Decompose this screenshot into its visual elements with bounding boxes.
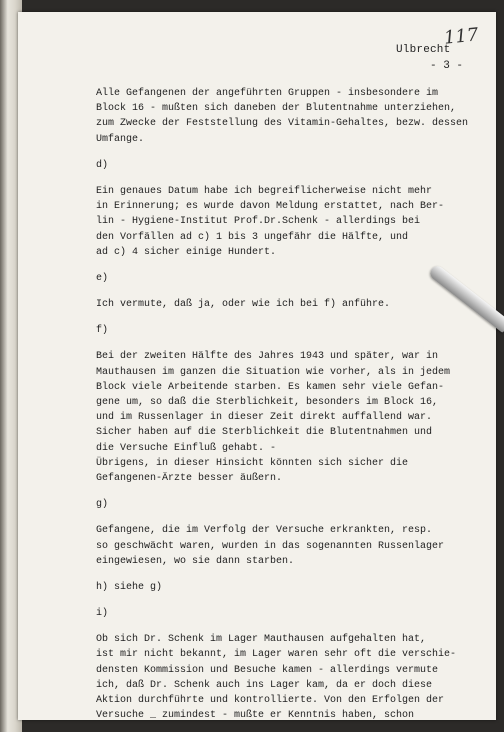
text-line: Ein genaues Datum habe ich begreiflicherweise nicht mehr — [96, 185, 433, 197]
folio-mark: 117 — [442, 24, 480, 49]
text-line: Ich vermute, daß ja, oder wie ich bei f) anführe. — [96, 299, 391, 311]
text-line: gene um, so daß die Sterblichkeit, besonders im Block 16, — [96, 397, 439, 408]
text-line: Block viele Arbeitende starben. Es kamen sehr viele Gefan- — [96, 381, 445, 393]
text-line: den Vorfällen ad c) 1 bis 3 ungefähr die Hälfte, und — [96, 231, 409, 243]
paragraph — [96, 260, 478, 312]
text-line: Umfange. — [96, 133, 145, 145]
paragraph — [96, 86, 478, 147]
text-line: Sicher haben auf die Sterblichkeit die Blutentnahmen und — [96, 427, 433, 439]
text-line: Bei der zweiten Hälfte des Jahres 1943 und später, war in — [96, 351, 439, 363]
paragraph — [96, 312, 478, 486]
text-line: in Erinnerung; es wurde davon Meldung erstattet, nach Ber- — [96, 201, 445, 213]
text-line: Ob sich Dr. Schenk im Lager Mauthausen aufgehalten hat, — [96, 634, 427, 646]
text-line: Alle Gefangenen der angeführten Gruppen - insbesondere im — [96, 88, 439, 99]
section-label: f) — [96, 325, 109, 337]
section-label: e) — [96, 272, 109, 284]
page-number: - 3 - — [430, 60, 464, 72]
section-label: h) siehe g) — [96, 581, 163, 593]
text-line: Übrigens, in dieser Hinsicht könnten sich sicher die — [96, 457, 409, 469]
text-line: Gefangene, die im Verfolg der Versuche erkrankten, resp. — [96, 525, 433, 537]
text-line: und im Russenlager in dieser Zeit direkt auffallend war. — [96, 412, 433, 424]
text-line: Mauthausen im ganzen die Situation wie vorher, als in jedem — [96, 366, 451, 378]
text-line: lin - Hygiene-Institut Prof.Dr.Schenk - allerdings bei — [96, 216, 421, 228]
text-line: ad c) 4 sicher einige Hundert. — [96, 246, 277, 258]
text-line: die Versuche Einfluß gehabt. - — [96, 442, 277, 454]
section-label: d) — [96, 159, 109, 171]
section-label: i) — [96, 608, 109, 620]
text-line: Versuche _ zumindest - mußte er Kenntnis haben, schon — [96, 710, 415, 722]
text-line: so geschwächt waren, wurden in das sogenannten Russenlager — [96, 540, 445, 552]
text-line: zum Zwecke der Feststellung des Vitamin-Gehaltes, bezw. dessen — [96, 118, 469, 130]
paragraph — [96, 595, 478, 723]
text-line: densten Kommission und Besuche kamen - allerdings vermute — [96, 664, 439, 676]
text-line: Aktion durchführte und kontrollierte. Von den Erfolgen der — [96, 695, 445, 706]
paragraph — [96, 569, 478, 595]
paragraph — [96, 486, 478, 569]
text-line: ich, daß Dr. Schenk auch ins Lager kam, da er doch diese — [96, 679, 433, 691]
author-header: Ulbrecht — [396, 44, 451, 56]
paragraph — [96, 147, 478, 260]
text-line: Block 16 - mußten sich daneben der Blutentnahme unterziehen, — [96, 103, 457, 115]
text-line: ist mir nicht bekannt, im Lager waren sehr oft die verschie- — [96, 649, 457, 661]
text-line: Gefangenen-Ärzte besser äußern. — [96, 472, 283, 484]
document-body — [96, 86, 478, 723]
text-line: eingewiesen, wo sie dann starben. — [96, 555, 295, 567]
section-label: g) — [96, 499, 109, 511]
